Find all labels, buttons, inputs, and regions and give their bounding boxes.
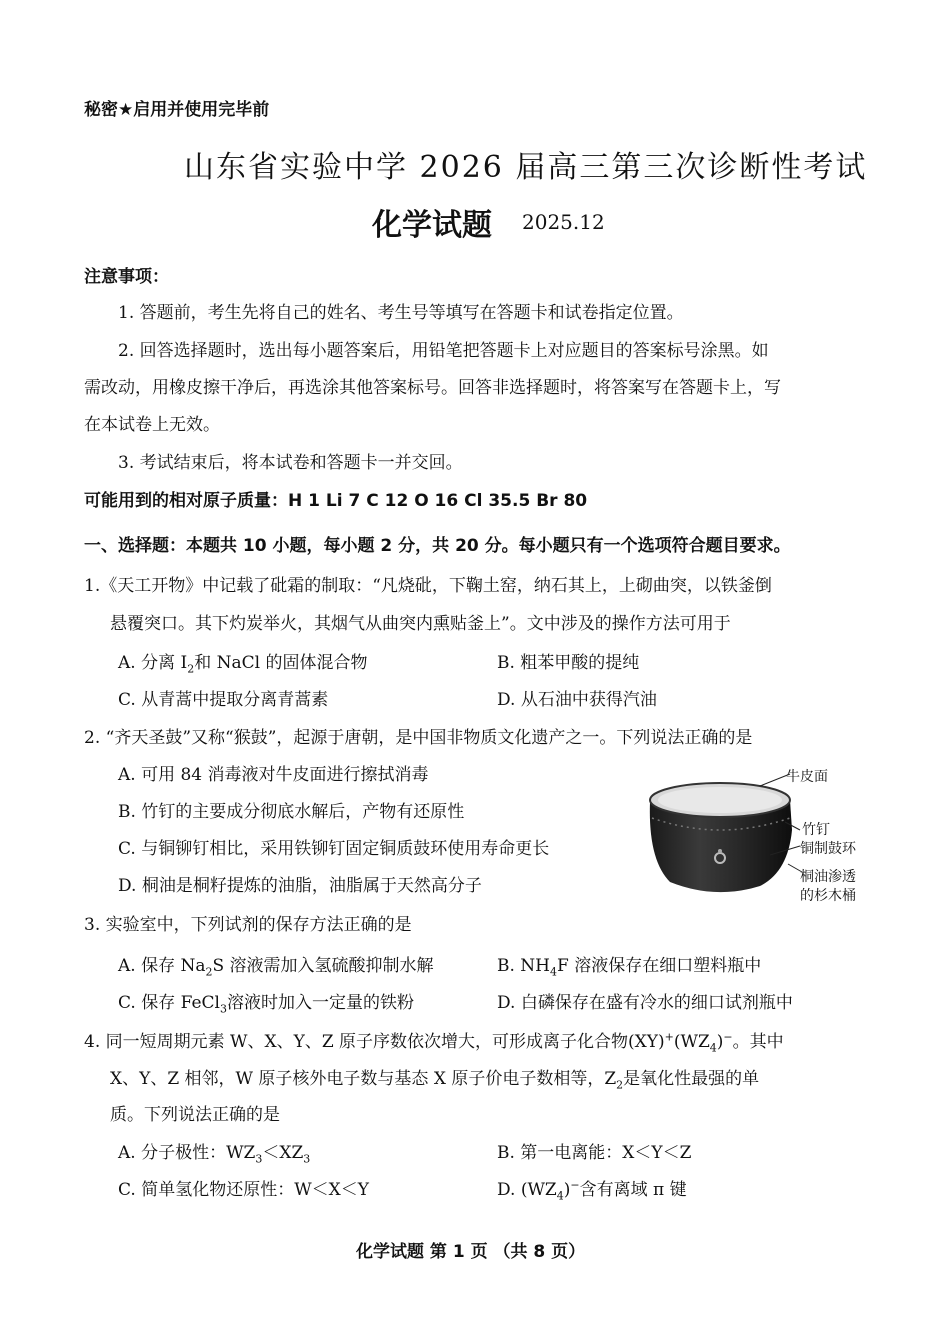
q4-stem-line-2: X、Y、Z 相邻，W 原子核外电子数与基态 X 原子价电子数相等，$Z_2$是氧化性最强的单	[110, 1069, 760, 1092]
subject-title: 化学试题	[372, 208, 492, 243]
drum-skin-inner	[658, 787, 782, 813]
atomic-masses: 可能用到的相对原子质量：H 1 Li 7 C 12 O 16 Cl 35.5 Br 80	[84, 491, 588, 511]
exam-date: 2025.12	[522, 210, 605, 234]
notes-heading: 注意事项：	[84, 267, 169, 287]
q2-option-d: D. 桐油是桐籽提炼的油脂，油脂属于天然高分子	[118, 876, 482, 896]
q1-option-c: C. 从青蒿中提取分离青蒿素	[118, 690, 329, 710]
note-1: 1. 答题前，考生先将自己的姓名、考生号等填写在答题卡和试卷指定位置。	[118, 303, 684, 323]
note-3: 3. 考试结束后，将本试卷和答题卡一并交回。	[118, 453, 463, 473]
note-2-line-3: 在本试卷上无效。	[84, 415, 220, 435]
q4-option-b: B. 第一电离能：X＜Y＜Z	[497, 1143, 692, 1163]
label-barrel-line-2: 的杉木桶	[800, 888, 856, 904]
drum-ring-mount	[718, 849, 722, 853]
q4-stem-line-3: 质。下列说法正确的是	[110, 1105, 280, 1125]
q1-stem-line-1: 1.《天工开物》中记载了砒霜的制取：“凡烧砒，下鞠土窑，纳石其上，上砌曲突，以铁釜倒	[84, 576, 772, 596]
confidential-mark: 秘密★启用并使用完毕前	[84, 100, 270, 120]
q4-option-a: A. 分子极性：$WZ_3<XZ_3$	[118, 1143, 311, 1166]
label-copper-ring: 铜制鼓环	[800, 841, 856, 857]
label-barrel-line-1: 桐油渗透	[800, 869, 856, 885]
q1-option-d: D. 从石油中获得汽油	[497, 690, 657, 710]
page-footer: 化学试题 第 1 页 （共 8 页）	[356, 1242, 586, 1262]
q4-option-c: C. 简单氢化物还原性：W＜X＜Y	[118, 1180, 370, 1200]
q3-option-a: A. 保存 $Na_2S$ 溶液需加入氢硫酸抑制水解	[118, 956, 434, 979]
label-drum-skin: 牛皮面	[786, 769, 828, 785]
q2-stem: 2. “齐天圣鼓”又称“猴鼓”，起源于唐朝，是中国非物质文化遗产之一。下列说法正确的是	[84, 728, 753, 748]
exam-title: 山东省实验中学 2026 届高三第三次诊断性考试	[184, 150, 868, 185]
section-heading: 一、选择题：本题共 10 小题，每小题 2 分，共 20 分。每小题只有一个选项符合题目要求。	[84, 536, 791, 556]
q4-option-d: D. $(WZ_4)^-$含有离域 π 键	[497, 1178, 687, 1203]
note-2-line-2: 需改动，用橡皮擦干净后，再选涂其他答案标号。回答非选择题时，将答案写在答题卡上，写	[84, 378, 781, 398]
q2-option-a: A. 可用 84 消毒液对牛皮面进行擦拭消毒	[118, 765, 429, 785]
q3-option-d: D. 白磷保存在盛有冷水的细口试剂瓶中	[497, 993, 793, 1013]
q4-stem-line-1: 4. 同一短周期元素 W、X、Y、Z 原子序数依次增大，可形成离子化合物$(XY)^+(WZ_4)^-$。其中	[84, 1030, 784, 1055]
note-2-line-1: 2. 回答选择题时，选出每小题答案后，用铅笔把答题卡上对应题目的答案标号涂黑。如	[118, 341, 769, 361]
q3-option-c: C. 保存 FeCl$_3$溶液时加入一定量的铁粉	[118, 993, 414, 1016]
label-bamboo-nail: 竹钉	[802, 822, 830, 838]
q1-stem-line-2: 悬覆突口。其下灼炭举火，其烟气从曲突内熏贴釜上”。文中涉及的操作方法可用于	[110, 614, 731, 634]
q2-option-b: B. 竹钉的主要成分彻底水解后，产物有还原性	[118, 802, 465, 822]
q2-option-c: C. 与铜铆钉相比，采用铁铆钉固定铜质鼓环使用寿命更长	[118, 839, 550, 859]
q3-stem: 3. 实验室中，下列试剂的保存方法正确的是	[84, 915, 412, 935]
q3-option-b: B. $NH_4F$ 溶液保存在细口塑料瓶中	[497, 956, 762, 979]
q1-option-b: B. 粗苯甲酸的提纯	[497, 653, 640, 673]
q1-option-a: A. 分离 $I_2$和 NaCl 的固体混合物	[118, 653, 368, 676]
